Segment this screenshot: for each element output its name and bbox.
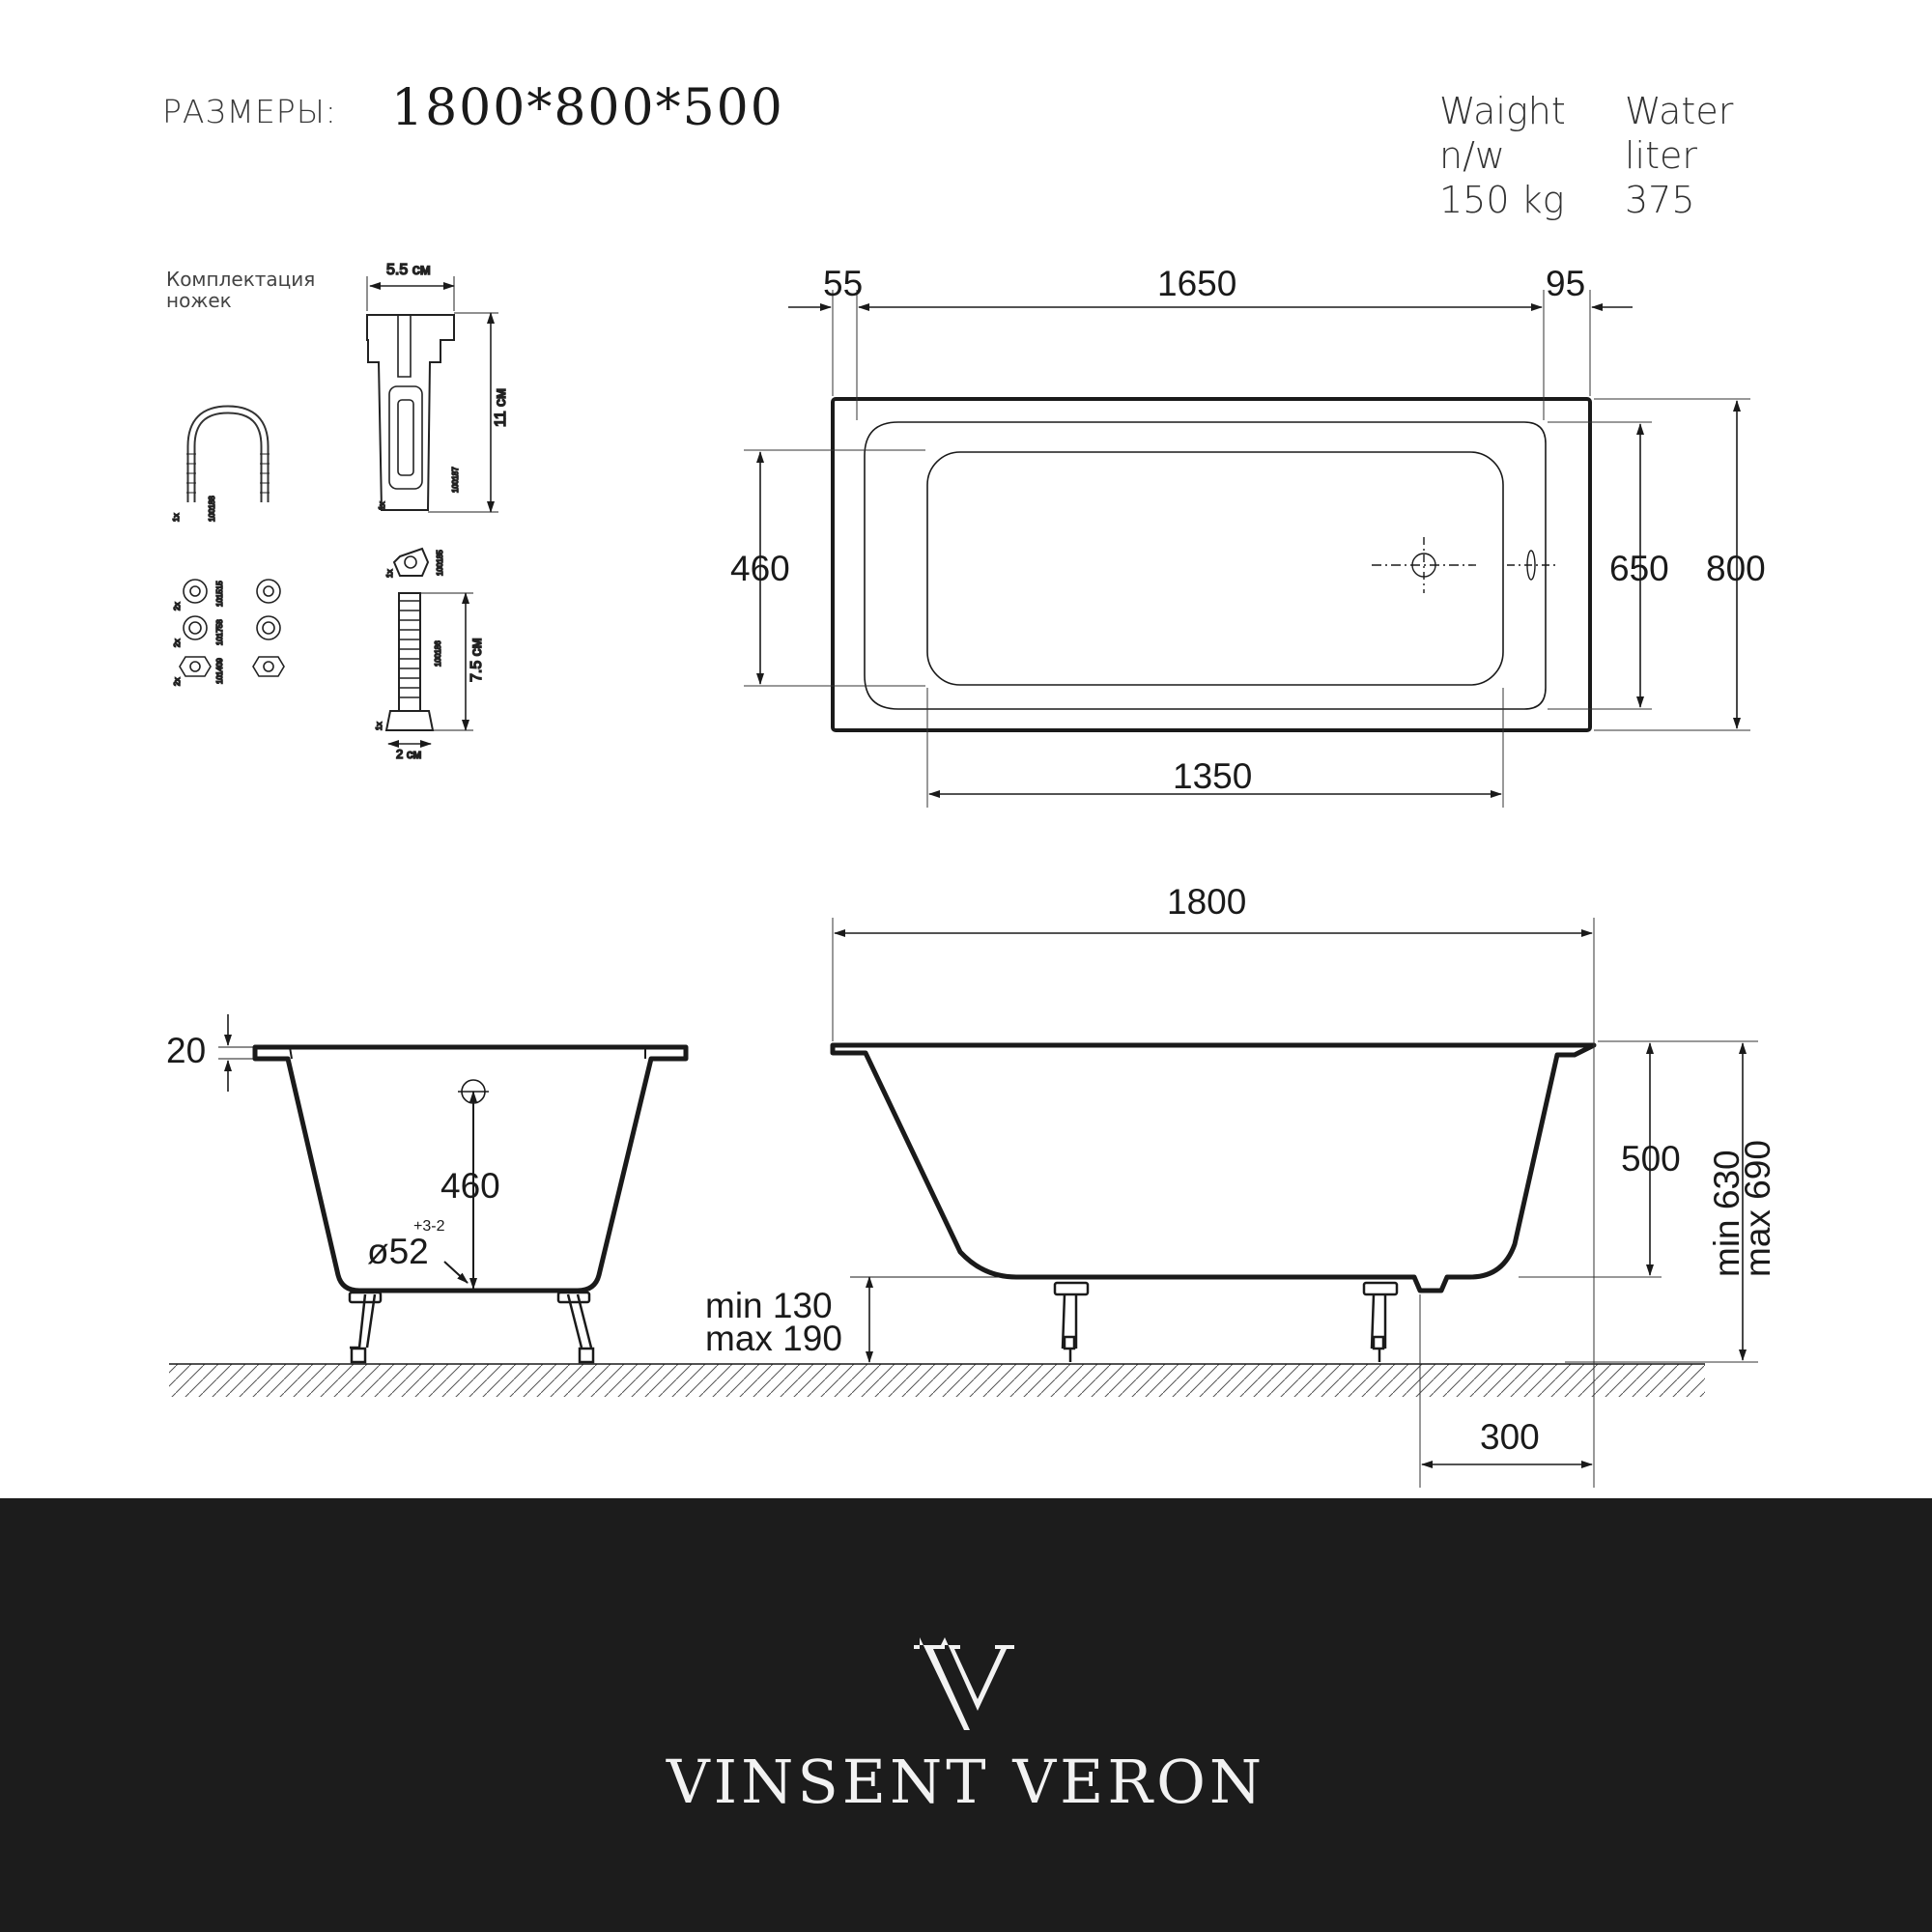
washer-part-3: 101409 bbox=[215, 658, 224, 684]
bracket-icon bbox=[367, 315, 454, 510]
bolt-icon bbox=[386, 593, 433, 730]
end-leg-left bbox=[350, 1293, 381, 1362]
washer-qty-2: 2x bbox=[173, 639, 182, 647]
side-total-min: min 630 bbox=[1707, 1150, 1747, 1277]
brand-footer bbox=[0, 1498, 1932, 1932]
side-dim-length: 1800 bbox=[1167, 882, 1247, 922]
bracket-width-label: 5.5 см bbox=[386, 262, 431, 278]
side-leg-right bbox=[1364, 1283, 1397, 1362]
washer-qty-1: 2x bbox=[173, 602, 182, 611]
legs-kit bbox=[172, 262, 509, 761]
end-dim-drain-h: 460 bbox=[440, 1166, 500, 1206]
end-leg-right bbox=[558, 1293, 593, 1362]
bracket-height-label: 11 см bbox=[493, 387, 509, 427]
plan-dim-top: 1650 bbox=[1157, 264, 1237, 303]
weight-unit: n/w bbox=[1439, 134, 1505, 177]
water-value: 375 bbox=[1625, 179, 1695, 221]
washer-qty-3: 2x bbox=[173, 677, 182, 686]
side-dim-depth: 500 bbox=[1621, 1139, 1681, 1179]
water-unit: liter bbox=[1625, 134, 1698, 177]
nut-icon bbox=[394, 549, 428, 576]
tub-outline-top bbox=[833, 399, 1590, 730]
bracket-qty: 1x bbox=[378, 501, 386, 510]
legs-kit-title-line1: Комплектация bbox=[166, 268, 316, 291]
bracket-part: 100187 bbox=[451, 467, 460, 493]
legs-max-label: max 190 bbox=[705, 1319, 842, 1358]
u-pipe-icon bbox=[186, 410, 270, 502]
washer-part-2: 101758 bbox=[215, 619, 224, 645]
plan-dim-inner-h: 460 bbox=[730, 549, 790, 588]
nut-part: 100185 bbox=[436, 550, 444, 576]
washer-part-1: 101515 bbox=[215, 581, 224, 607]
water-label: Water bbox=[1625, 90, 1734, 132]
weight-label: Waight bbox=[1439, 90, 1566, 132]
brand-monogram-logo bbox=[908, 1637, 1024, 1744]
washers-icon bbox=[180, 580, 284, 676]
side-dim-drain-offset: 300 bbox=[1480, 1417, 1540, 1457]
floor bbox=[169, 1364, 1705, 1397]
bolt-length-label: 7.5 см bbox=[469, 638, 485, 682]
bolt-part: 100186 bbox=[434, 640, 442, 667]
tub-bottom-top bbox=[927, 452, 1503, 685]
side-leg-left bbox=[1055, 1283, 1088, 1362]
weight-value: 150 kg bbox=[1439, 179, 1565, 221]
drain-icon bbox=[1372, 537, 1476, 593]
plan-dim-bowl-h: 650 bbox=[1609, 549, 1669, 588]
bolt-qty: 1x bbox=[375, 722, 384, 730]
side-total-max: max 690 bbox=[1738, 1140, 1777, 1277]
plan-view bbox=[744, 290, 1750, 808]
sizes-value: 1800*800*500 bbox=[391, 79, 784, 137]
plan-dim-left: 55 bbox=[823, 264, 864, 303]
plan-dim-right: 95 bbox=[1546, 264, 1586, 303]
brand-name: VINSENT VERON bbox=[666, 1747, 1266, 1817]
plan-dim-total-h: 800 bbox=[1706, 549, 1766, 588]
end-drain-tolerance: +3-2 bbox=[413, 1218, 445, 1235]
end-dim-rim: 20 bbox=[166, 1031, 207, 1070]
nut-qty: 1x bbox=[385, 569, 394, 578]
tub-section-side bbox=[833, 1045, 1594, 1291]
legs-min-label: min 130 bbox=[705, 1286, 833, 1325]
overflow-icon bbox=[1507, 551, 1555, 580]
plan-dim-bottom: 1350 bbox=[1173, 756, 1253, 796]
legs-kit-title-line2: ножек bbox=[166, 289, 232, 312]
u-pipe-part: 100188 bbox=[208, 496, 216, 522]
end-view bbox=[218, 1014, 1043, 1362]
bolt-width-label: 2 см bbox=[396, 747, 422, 761]
sizes-label: РАЗМЕРЫ: bbox=[162, 93, 337, 130]
u-pipe-qty: 1x bbox=[172, 513, 181, 522]
end-drain-diameter: ø52 bbox=[367, 1232, 429, 1271]
side-view bbox=[833, 918, 1758, 1488]
